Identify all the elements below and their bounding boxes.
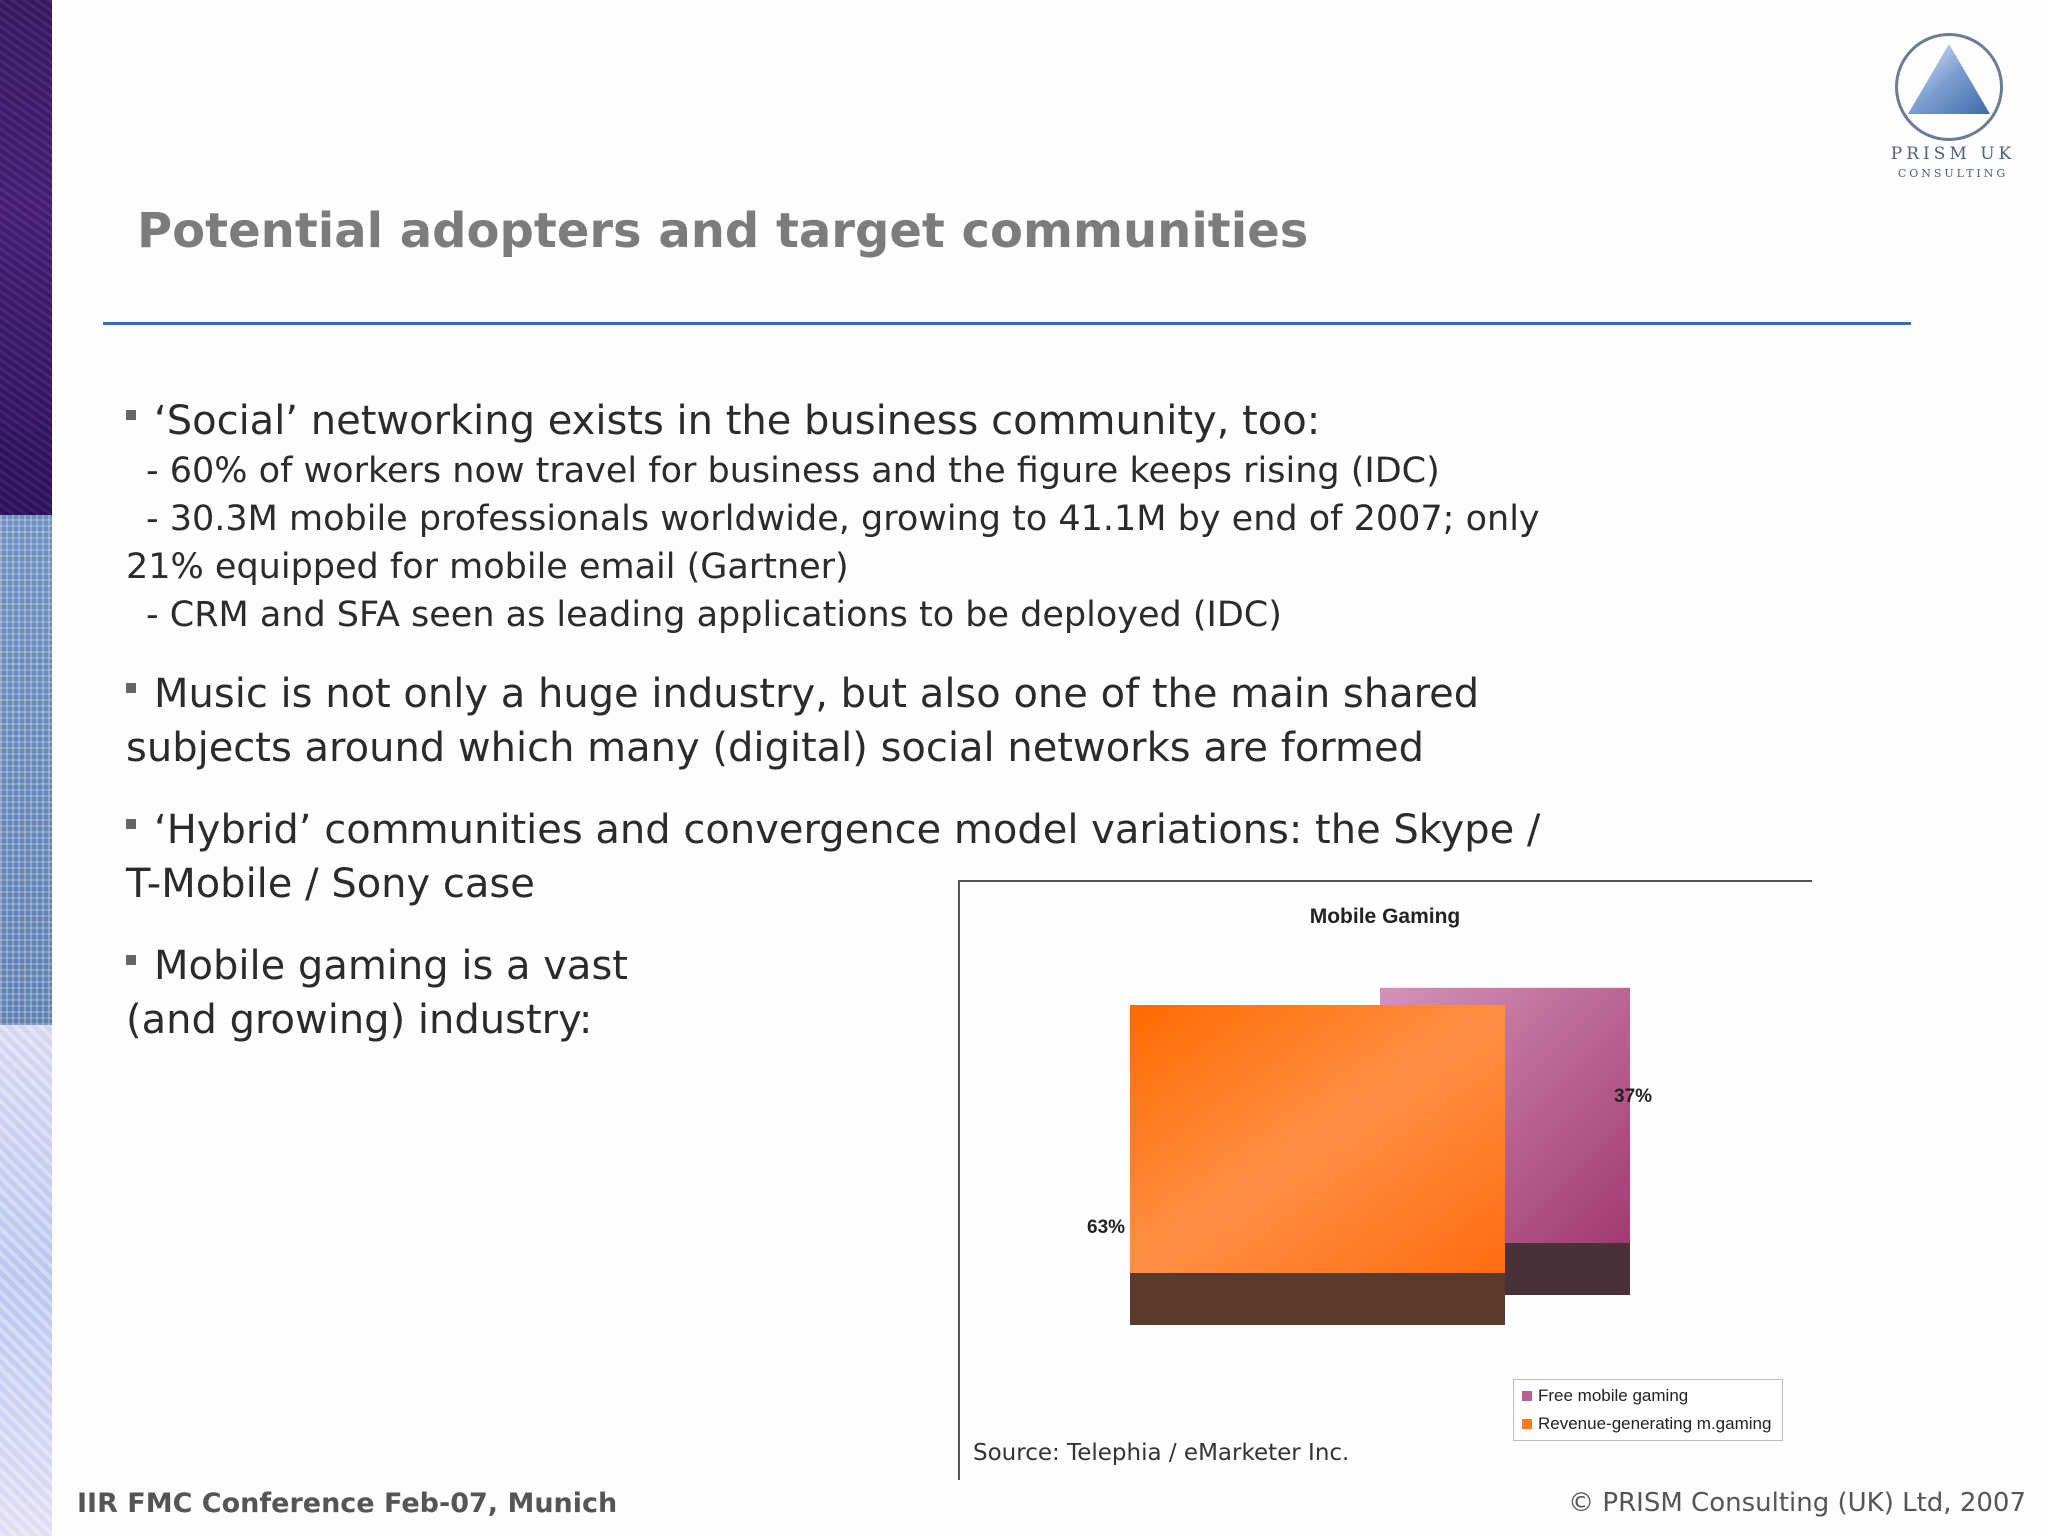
chart-frame-top	[960, 880, 1812, 882]
decorative-strip-top	[0, 0, 52, 515]
legend-item-free	[1522, 1386, 1688, 1406]
footer-conference: IIR FMC Conference Feb-07, Munich	[77, 1488, 618, 1519]
legend-label: Free mobile gaming	[1538, 1386, 1689, 1405]
bullet-text-cont: subjects around which many (digital) social networks are formed	[126, 725, 1425, 771]
logo-name: PRISM UK	[1890, 144, 2016, 164]
bullet-hybrid	[126, 803, 1540, 911]
bullet-music	[126, 667, 1479, 775]
bullet-text: ‘Social’ networking exists in the business community, too:	[154, 398, 1321, 444]
bullet-text-cont: (and growing) industry:	[126, 997, 593, 1043]
legend-swatch	[1522, 1391, 1532, 1401]
logo-subtitle: CONSULTING	[1897, 167, 2009, 180]
data-label-free: 37%	[1614, 1086, 1653, 1107]
page-title: Potential adopters and target communities	[137, 203, 1309, 259]
sub-bullet-travel: - 60% of workers now travel for business and the figure keeps rising (IDC)	[146, 451, 1440, 491]
bullet-text: Music is not only a huge industry, but also one of the main shared	[154, 671, 1480, 717]
footer-copyright: © PRISM Consulting (UK) Ltd, 2007	[1568, 1488, 2026, 1518]
bullet-marker-icon	[126, 955, 136, 965]
legend-swatch	[1522, 1419, 1532, 1429]
prism-logo	[1895, 33, 2003, 141]
decorative-strip-middle	[0, 515, 52, 1025]
bullet-mobile-gaming	[126, 939, 628, 1047]
legend-item-revenue	[1522, 1414, 1771, 1434]
bullet-marker-icon	[126, 410, 136, 420]
triangle-logo-icon	[1898, 36, 2000, 138]
chart-source: Source: Telephia / eMarketer Inc.	[973, 1440, 1350, 1466]
bullet-social-networking	[126, 394, 1320, 448]
chart-plot	[1060, 985, 1660, 1345]
data-label-revenue: 63%	[1087, 1217, 1126, 1238]
chart-frame-left	[958, 880, 960, 1480]
bar-revenue-front	[1130, 1005, 1505, 1273]
sub-bullet-crm-sfa: - CRM and SFA seen as leading applications to be deployed (IDC)	[146, 595, 1282, 635]
chart-legend	[1513, 1379, 1783, 1441]
chart-title: Mobile Gaming	[1309, 905, 1461, 928]
sub-bullet-mobile-professionals-cont: 21% equipped for mobile email (Gartner)	[126, 547, 849, 587]
legend-label: Revenue-generating m.gaming	[1538, 1414, 1772, 1433]
bullet-text: Mobile gaming is a vast	[154, 943, 628, 989]
decorative-strip-bottom	[0, 1025, 52, 1536]
title-divider	[103, 322, 1911, 325]
bar-revenue-base	[1130, 1273, 1505, 1325]
bullet-text-cont: T-Mobile / Sony case	[126, 861, 535, 907]
bullet-marker-icon	[126, 819, 136, 829]
sub-bullet-mobile-professionals: - 30.3M mobile professionals worldwide, growing to 41.1M by end of 2007; only	[146, 499, 1540, 539]
bullet-text: ‘Hybrid’ communities and convergence model variations: the Skype /	[154, 807, 1541, 853]
bullet-marker-icon	[126, 683, 136, 693]
